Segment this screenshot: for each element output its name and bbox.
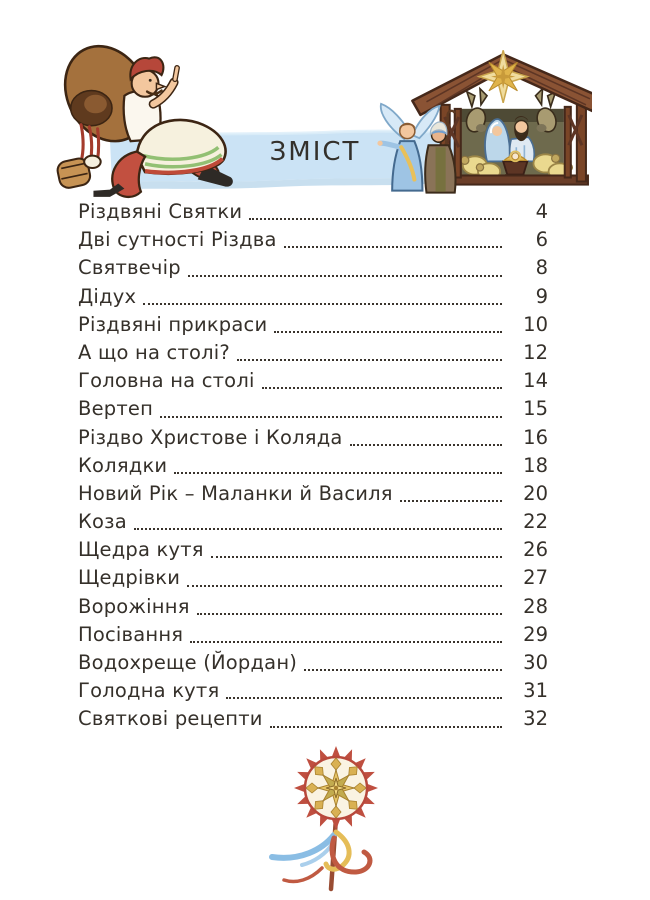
christmas-star-icon (256, 740, 416, 892)
kozak-illustration (50, 40, 236, 200)
toc-entry[interactable] (78, 564, 548, 592)
toc-entry-title: Коза (78, 510, 127, 534)
kozak-with-sack-icon (50, 40, 236, 200)
dotted-leader (204, 536, 508, 564)
dotted-leader (167, 452, 508, 480)
toc-entry[interactable] (78, 226, 548, 254)
dotted-leader (180, 564, 508, 592)
toc-entry[interactable] (78, 508, 548, 536)
dotted-leader (181, 254, 508, 282)
toc-entry-page: 10 (523, 312, 548, 336)
toc-entry-title: Ворожіння (78, 594, 190, 618)
toc-entry[interactable] (78, 339, 548, 367)
toc-entry[interactable] (78, 283, 548, 311)
christmas-star-illustration (256, 740, 416, 892)
toc-entry[interactable] (78, 677, 548, 705)
toc-entry-title: Святвечір (78, 256, 181, 280)
toc-entry-page: 27 (523, 566, 548, 590)
dotted-leader (393, 480, 508, 508)
toc-entry-title: А що на столі? (78, 340, 230, 364)
toc-entry[interactable] (78, 621, 548, 649)
toc-entry[interactable] (78, 367, 548, 395)
page-title: ЗМІСТ (269, 137, 361, 167)
toc-entry-page: 28 (523, 594, 548, 618)
toc-entry[interactable] (78, 395, 548, 423)
toc-entry-title: Різдво Христове і Коляда (78, 425, 343, 449)
toc-entry[interactable] (78, 424, 548, 452)
dotted-leader (136, 283, 508, 311)
table-of-contents (78, 198, 548, 734)
toc-entry-title: Дідух (78, 284, 137, 308)
dotted-leader (230, 339, 508, 367)
toc-entry[interactable] (78, 705, 548, 733)
toc-entry-page: 15 (523, 397, 548, 421)
toc-entry-page: 14 (523, 369, 548, 393)
toc-entry-page: 9 (535, 284, 548, 308)
nativity-scene-icon (374, 46, 592, 198)
toc-entry[interactable] (78, 311, 548, 339)
toc-entry-page: 18 (523, 453, 548, 477)
toc-entry-title: Голодна кутя (78, 679, 220, 703)
toc-entry-page: 32 (523, 707, 548, 731)
toc-entry[interactable] (78, 254, 548, 282)
toc-entry-page: 4 (535, 200, 548, 223)
dotted-leader (255, 367, 508, 395)
toc-entry-page: 31 (523, 679, 548, 703)
dotted-leader (219, 677, 508, 705)
toc-entry-title: Дві сутності Різдва (78, 228, 277, 252)
toc-entry-page: 8 (535, 256, 548, 280)
toc-entry-page: 22 (523, 510, 548, 534)
dotted-leader (267, 311, 508, 339)
dotted-leader (183, 621, 508, 649)
toc-entry-title: Головна на столі (78, 369, 255, 393)
toc-entry-page: 12 (523, 340, 548, 364)
dotted-leader (242, 198, 508, 226)
dotted-leader (263, 705, 508, 733)
toc-entry-title: Святкові рецепти (78, 707, 263, 731)
toc-entry-title: Новий Рік – Маланки й Василя (78, 481, 393, 505)
toc-entry-page: 20 (523, 481, 548, 505)
toc-entry[interactable] (78, 452, 548, 480)
toc-entry[interactable] (78, 480, 548, 508)
toc-entry[interactable] (78, 593, 548, 621)
nativity-illustration (374, 46, 592, 198)
dotted-leader (153, 395, 508, 423)
toc-entry-title: Вертеп (78, 397, 154, 421)
toc-entry-page: 30 (523, 651, 548, 674)
toc-entry-page: 16 (523, 425, 548, 449)
toc-entry[interactable] (78, 198, 548, 226)
dotted-leader (190, 593, 508, 621)
toc-entry-title: Щедрівки (78, 566, 181, 590)
toc-entry[interactable] (78, 649, 548, 677)
toc-entry-page: 26 (523, 538, 548, 562)
toc-entry-page: 29 (523, 622, 548, 646)
dotted-leader (277, 226, 508, 254)
toc-entry-title: Водохреще (Йордан) (78, 651, 298, 674)
toc-entry-page: 6 (535, 228, 548, 252)
toc-entry-title: Різдвяні Святки (78, 200, 243, 223)
toc-entry-title: Колядки (78, 453, 168, 477)
toc-entry-title: Щедра кутя (78, 538, 204, 562)
toc-entry-title: Різдвяні прикраси (78, 312, 268, 336)
dotted-leader (127, 508, 508, 536)
dotted-leader (297, 649, 508, 677)
toc-entry-title: Посівання (78, 622, 184, 646)
toc-entry[interactable] (78, 536, 548, 564)
dotted-leader (343, 424, 508, 452)
